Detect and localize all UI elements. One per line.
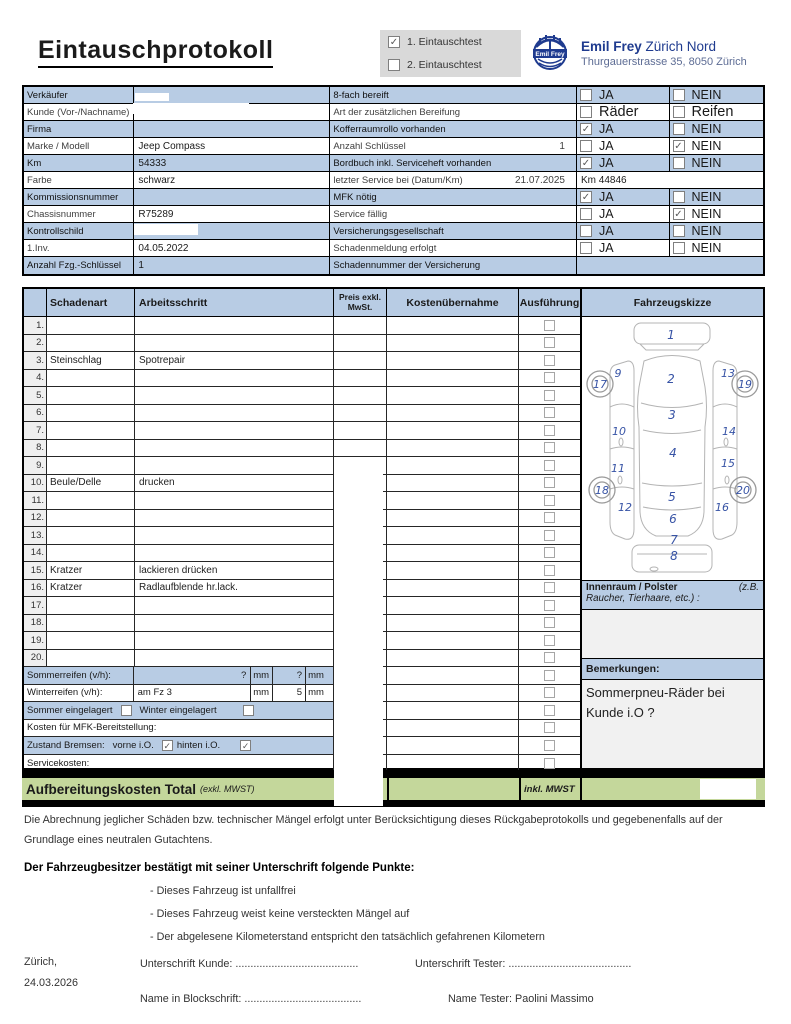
kosten-cell[interactable] (387, 335, 519, 352)
bullet-kilometerstand: - Der abgelesene Kilometerstand entspricht den tatsächlich gefahrenen Kilometern (150, 931, 545, 943)
marke-modell-value[interactable]: Jeep Compass (134, 138, 330, 154)
schadenart-cell[interactable] (47, 317, 135, 334)
ausfuehrung-checkbox[interactable] (544, 722, 555, 733)
arbeitsschritt-cell[interactable] (135, 370, 334, 387)
ausfuehrung-checkbox[interactable] (544, 337, 555, 348)
ausfuehrung-checkbox[interactable] (544, 617, 555, 628)
preis-cell[interactable] (334, 387, 387, 404)
info-row-firma: Firma Kofferraumrollo vorhanden ✓ JA NEIN (24, 121, 763, 138)
field-label: Kunde (Vor-/Nachname) (24, 104, 134, 120)
row-number: 8. (24, 440, 47, 457)
schadenart-cell[interactable] (47, 545, 135, 562)
row-number: 10. (24, 475, 47, 492)
ja-checkbox[interactable] (580, 89, 592, 101)
schadenart-cell[interactable] (47, 492, 135, 509)
kosten-cell[interactable] (387, 667, 519, 684)
field-label: Service fällig (330, 206, 577, 222)
field-label: Kofferraumrollo vorhanden (330, 121, 577, 137)
schadenart-cell[interactable] (47, 632, 135, 649)
arbeitsschritt-cell[interactable] (135, 422, 334, 439)
sommer-eingelagert-checkbox[interactable] (121, 705, 132, 716)
vehicle-sketch (582, 317, 763, 580)
schadennummer-value[interactable] (577, 257, 763, 274)
svg-text:14: 14 (722, 425, 736, 438)
col-kostenuebernahme: Kostenübernahme (387, 289, 519, 316)
kosten-cell[interactable] (387, 440, 519, 457)
row-number: 15. (24, 562, 47, 579)
redaction-box (700, 779, 756, 799)
field-label: Firma (24, 121, 134, 137)
redaction-box (133, 103, 249, 114)
innenraum-header: Innenraum / Polster (z.B. Raucher, Tierhaare, etc.) : (582, 580, 763, 610)
kommissionsnummer-value[interactable] (134, 189, 330, 205)
arbeitsschritt-cell[interactable] (135, 632, 334, 649)
company-name: Emil Frey Zürich Nord (581, 38, 717, 54)
arbeitsschritt-cell[interactable]: Radlaufblende hr.lack. (135, 580, 334, 597)
winterreifen-row: Winterreifen (v/h): am Fz 3 mm 5 mm (24, 685, 580, 703)
redaction-box (134, 224, 198, 235)
servicekosten-row: Servicekosten: (24, 755, 580, 773)
ausfuehrung-checkbox[interactable] (544, 320, 555, 331)
damage-rows (24, 317, 580, 667)
svg-text:10: 10 (612, 425, 626, 438)
table-row (24, 335, 580, 353)
svg-text:8: 8 (670, 549, 678, 563)
test2-checkbox[interactable] (388, 59, 400, 71)
bullet-unfallfrei: - Dieses Fahrzeug ist unfallfrei (150, 885, 296, 897)
schadenart-cell[interactable] (47, 440, 135, 457)
table-row (24, 597, 580, 615)
kosten-cell[interactable] (387, 702, 519, 719)
nein-checkbox[interactable] (673, 242, 685, 254)
ausfuehrung-checkbox[interactable] (544, 477, 555, 488)
signature-kunde-line: Unterschrift Kunde: ......................................... (140, 958, 359, 970)
mfk-kosten-row: Kosten für MFK-Bereitstellung: (24, 720, 580, 738)
col-preis: Preis exkl. MwSt. (334, 289, 387, 316)
col-arbeitsschritt: Arbeitsschritt (135, 289, 334, 316)
winter-eingelagert-checkbox[interactable] (243, 705, 254, 716)
row-number: 4. (24, 370, 47, 387)
table-row (24, 580, 580, 598)
info-row-kunde: Kunde (Vor-/Nachname) Art der zusätzlichen Bereifung Räder Reifen (24, 104, 763, 121)
table-row (24, 440, 580, 458)
arbeitsschritt-cell[interactable] (135, 527, 334, 544)
arbeitsschritt-cell[interactable] (135, 650, 334, 667)
kosten-cell[interactable] (387, 737, 519, 754)
schadenart-cell[interactable]: Steinschlag (47, 352, 135, 369)
winterreifen-h-value[interactable]: 5 (273, 685, 306, 702)
row-number: 7. (24, 422, 47, 439)
ausfuehrung-checkbox[interactable] (544, 390, 555, 401)
car-diagram-icon (582, 317, 765, 580)
right-panel (580, 289, 763, 768)
svg-text:4: 4 (669, 446, 677, 460)
nein-checkbox[interactable] (673, 89, 685, 101)
schadenart-cell[interactable] (47, 422, 135, 439)
ausfuehrung-checkbox[interactable] (544, 740, 555, 751)
nein-checkbox[interactable]: ✓ (674, 209, 683, 220)
company-address: Thurgauerstrasse 35, 8050 Zürich (581, 55, 747, 68)
ausfuehrung-checkbox[interactable] (544, 670, 555, 681)
km-value[interactable]: 54333 (134, 155, 330, 171)
name-blockschrift-line: Name in Blockschrift: ....................................... (140, 993, 362, 1005)
field-label: Anzahl Fzg.-Schlüssel (24, 257, 134, 274)
redaction-box (135, 93, 169, 101)
confirm-title: Der Fahrzeugbesitzer bestätigt mit seiner Unterschrift folgende Punkte: (24, 862, 415, 874)
row-number: 18. (24, 615, 47, 632)
field-label: Farbe (24, 172, 134, 188)
kosten-cell[interactable] (387, 422, 519, 439)
ausfuehrung-checkbox[interactable] (544, 512, 555, 523)
ausfuehrung-checkbox[interactable] (544, 565, 555, 576)
row-number: 16. (24, 580, 47, 597)
nein-checkbox[interactable]: ✓ (674, 141, 683, 152)
svg-text:Emil Frey: Emil Frey (535, 51, 565, 58)
fahrzeugskizze-header: Fahrzeugskizze (582, 289, 763, 317)
row-number: 20. (24, 650, 47, 667)
table-row (24, 510, 580, 528)
row-number: 13. (24, 527, 47, 544)
farbe-value[interactable]: schwarz (134, 172, 330, 188)
arbeitsschritt-cell[interactable] (135, 457, 334, 474)
ausfuehrung-checkbox[interactable] (544, 600, 555, 611)
col-ausfuehrung: Ausführung (519, 296, 580, 309)
redaction-box (334, 468, 383, 806)
table-row (24, 527, 580, 545)
test2-label: 2. Eintauschtest (407, 59, 482, 71)
table-row (24, 387, 580, 405)
info-row-inv: 1.Inv. 04.05.2022 Schadenmeldung erfolgt JA NEIN (24, 240, 763, 257)
sommerreifen-row: Sommerreifen (v/h): ? mm ? mm (24, 667, 580, 685)
field-label: Art der zusätzlichen Bereifung (330, 104, 577, 120)
info-row-kontrollschild: Kontrollschild Versicherungsgesellschaft JA NEIN (24, 223, 763, 240)
preis-cell[interactable] (334, 370, 387, 387)
row-number: 9. (24, 457, 47, 474)
col-schadenart: Schadenart (47, 289, 135, 316)
ausfuehrung-checkbox[interactable] (544, 460, 555, 471)
table-row (24, 615, 580, 633)
kosten-cell[interactable] (387, 720, 519, 737)
table-row (24, 370, 580, 388)
field-label: letzter Service bei (Datum/Km) 21.07.2025 (330, 172, 577, 188)
kosten-cell[interactable] (387, 317, 519, 334)
schadenart-cell[interactable] (47, 457, 135, 474)
preis-cell[interactable] (334, 405, 387, 422)
ausfuehrung-checkbox[interactable] (544, 355, 555, 366)
kosten-cell[interactable] (387, 685, 519, 702)
ausfuehrung-checkbox[interactable] (544, 582, 555, 593)
field-label: 8-fach bereift (330, 87, 577, 103)
kosten-cell[interactable] (387, 545, 519, 562)
preis-cell[interactable] (334, 352, 387, 369)
raeder-checkbox[interactable] (580, 106, 592, 118)
field-label: Chassisnummer (24, 206, 134, 222)
nein-checkbox[interactable] (673, 191, 685, 203)
ausfuehrung-checkbox[interactable] (544, 407, 555, 418)
row-number: 14. (24, 545, 47, 562)
test1-row (388, 36, 513, 48)
table-row (24, 632, 580, 650)
schadenart-cell[interactable]: Kratzer (47, 562, 135, 579)
svg-text:3: 3 (668, 408, 676, 422)
kosten-cell[interactable] (387, 492, 519, 509)
table-row (24, 650, 580, 668)
ausfuehrung-checkbox[interactable] (544, 705, 555, 716)
info-row-kommission: Kommissionsnummer MFK nötig ✓ JA NEIN (24, 189, 763, 206)
ja-checkbox[interactable] (580, 208, 592, 220)
abrechnung-paragraph: Die Abrechnung jeglicher Schäden bzw. technischer Mängel erfolgt unter Berücksichtigung dieses Rückgabeprotokolls und gegebenenfalls auf der Grundlage eines neutralen Gutachtens. (24, 814, 723, 846)
ja-checkbox[interactable] (580, 225, 592, 237)
ausfuehrung-checkbox[interactable] (544, 547, 555, 558)
arbeitsschritt-cell[interactable] (135, 615, 334, 632)
preis-cell[interactable] (334, 440, 387, 457)
schadenart-cell[interactable] (47, 650, 135, 667)
total-kosten-cell[interactable] (387, 778, 519, 800)
field-label: Schadennummer der Versicherung (330, 257, 577, 274)
schadenart-cell[interactable] (47, 370, 135, 387)
row-number: 19. (24, 632, 47, 649)
schadenart-cell[interactable] (47, 335, 135, 352)
bremsen-vorne-checkbox[interactable]: ✓ (163, 740, 172, 751)
ausfuehrung-checkbox[interactable] (544, 372, 555, 383)
preis-cell[interactable] (334, 335, 387, 352)
schadenart-cell[interactable] (47, 510, 135, 527)
table-row (24, 317, 580, 335)
info-row-marke: Marke / Modell Jeep Compass Anzahl Schlüssel 1 JA ✓ NEIN (24, 138, 763, 155)
firma-value[interactable] (134, 121, 330, 137)
ausfuehrung-checkbox[interactable] (544, 442, 555, 453)
kosten-cell[interactable] (387, 562, 519, 579)
table-row (24, 405, 580, 423)
arbeitsschritt-cell[interactable] (135, 510, 334, 527)
damage-table (22, 287, 765, 770)
ausfuehrung-checkbox[interactable] (544, 758, 555, 769)
arbeitsschritt-cell[interactable] (135, 335, 334, 352)
row-number: 11. (24, 492, 47, 509)
svg-text:20: 20 (736, 484, 750, 497)
km-stand-value[interactable]: Km 44846 (581, 174, 627, 186)
arbeitsschritt-cell[interactable] (135, 440, 334, 457)
svg-text:15: 15 (721, 457, 735, 470)
svg-text:1: 1 (667, 328, 675, 342)
signature-tester-line: Unterschrift Tester: ......................................... (415, 958, 632, 970)
preis-cell[interactable] (334, 422, 387, 439)
field-label: Kommissionsnummer (24, 189, 134, 205)
test1-checkbox[interactable]: ✓ (389, 37, 399, 48)
inv-value[interactable]: 04.05.2022 (134, 240, 330, 256)
svg-text:7: 7 (670, 533, 678, 547)
field-label: 1.Inv. (24, 240, 134, 256)
reifen-checkbox[interactable] (673, 106, 685, 118)
field-label: Km (24, 155, 134, 171)
arbeitsschritt-cell[interactable] (135, 405, 334, 422)
schadenart-cell[interactable] (47, 615, 135, 632)
name-tester-line: Name Tester: Paolini Massimo (448, 993, 594, 1005)
table-row (24, 562, 580, 580)
eingelagert-row: Sommer eingelagert Winter eingelagert (24, 702, 580, 720)
inkl-mwst-label: inkl. MWST (519, 778, 580, 800)
arbeitsschritt-cell[interactable] (135, 317, 334, 334)
arbeitsschritt-cell[interactable] (135, 387, 334, 404)
ja-checkbox[interactable] (580, 242, 592, 254)
svg-text:17: 17 (593, 378, 607, 391)
info-row-km: Km 54333 Bordbuch inkl. Serviceheft vorhanden ✓ JA NEIN (24, 155, 763, 172)
info-row-farbe (24, 172, 763, 189)
ja-checkbox[interactable]: ✓ (581, 124, 591, 135)
svg-text:13: 13 (721, 367, 735, 380)
field-label: Schadenmeldung erfolgt (330, 240, 577, 256)
row-number: 5. (24, 387, 47, 404)
svg-text:16: 16 (715, 501, 729, 514)
field-label: MFK nötig (330, 189, 577, 205)
table-row (24, 475, 580, 493)
field-label: Verkäufer (24, 87, 134, 103)
table-row (24, 457, 580, 475)
arbeitsschritt-cell[interactable]: lackieren drücken (135, 562, 334, 579)
ja-checkbox[interactable] (580, 140, 592, 152)
kosten-cell[interactable] (387, 510, 519, 527)
nein-checkbox[interactable] (673, 123, 685, 135)
city-label: Zürich, (24, 956, 57, 968)
date-label: 24.03.2026 (24, 977, 79, 989)
kosten-cell[interactable] (387, 475, 519, 492)
total-label: Aufbereitungskosten Total (exkl. MWST) (26, 781, 255, 797)
kosten-cell[interactable] (387, 632, 519, 649)
anzahl-fzg-schluessel-value[interactable]: 1 (134, 257, 330, 274)
kosten-cell[interactable] (387, 352, 519, 369)
innenraum-input[interactable] (582, 610, 763, 659)
field-label: Anzahl Schlüssel 1 (330, 138, 577, 154)
table-row (24, 352, 580, 370)
svg-text:6: 6 (669, 512, 677, 526)
tyre-rows (24, 667, 580, 772)
ausfuehrung-checkbox[interactable] (544, 652, 555, 663)
schadenart-cell[interactable]: Beule/Delle (47, 475, 135, 492)
field-label: Kontrollschild (24, 223, 134, 239)
svg-text:19: 19 (738, 378, 752, 391)
sommerreifen-h-value[interactable]: ? (273, 667, 306, 684)
kosten-cell[interactable] (387, 457, 519, 474)
row-number: 12. (24, 510, 47, 527)
ja-checkbox[interactable]: ✓ (581, 158, 591, 169)
table-row (24, 545, 580, 563)
winterreifen-v-value[interactable]: am Fz 3 (134, 685, 252, 702)
schadenart-cell[interactable] (47, 597, 135, 614)
kosten-cell[interactable] (387, 387, 519, 404)
schadenart-cell[interactable]: Kratzer (47, 580, 135, 597)
info-row-verkaeufer: Verkäufer 8-fach bereift JA NEIN (24, 87, 763, 104)
separator-bar (22, 770, 765, 778)
ja-checkbox[interactable]: ✓ (581, 192, 591, 203)
company-logo (528, 31, 747, 75)
bremsen-row: Zustand Bremsen: vorne i.O. ✓ hinten i.O. ✓ (24, 737, 580, 755)
eintauschtest-panel (380, 30, 521, 77)
arbeitsschritt-cell[interactable]: Spotrepair (135, 352, 334, 369)
test1-label: 1. Eintauschtest (407, 36, 482, 48)
sommerreifen-v-value[interactable]: ? (134, 667, 252, 684)
field-label: Bordbuch inkl. Serviceheft vorhanden (330, 155, 577, 171)
page-title: Eintauschprotokoll (38, 36, 273, 68)
schadenart-cell[interactable] (47, 405, 135, 422)
row-number: 6. (24, 405, 47, 422)
bemerkungen-header: Bemerkungen: (582, 659, 763, 680)
arbeitsschritt-cell[interactable]: drucken (135, 475, 334, 492)
kosten-cell[interactable] (387, 580, 519, 597)
svg-text:2: 2 (667, 372, 675, 386)
table-row (24, 422, 580, 440)
svg-text:9: 9 (614, 367, 622, 380)
ausfuehrung-checkbox[interactable] (544, 425, 555, 436)
svg-text:12: 12 (618, 501, 632, 514)
bullet-maengel: - Dieses Fahrzeug weist keine versteckten Mängel auf (150, 908, 410, 920)
nein-checkbox[interactable] (673, 225, 685, 237)
ausfuehrung-checkbox[interactable] (544, 530, 555, 541)
info-row-schluessel (24, 257, 763, 274)
row-number: 3. (24, 352, 47, 369)
nein-checkbox[interactable] (673, 157, 685, 169)
test2-row (388, 59, 513, 71)
bremsen-hinten-checkbox[interactable]: ✓ (241, 740, 250, 751)
kosten-cell[interactable] (387, 597, 519, 614)
bemerkungen-text[interactable]: Sommerpneu-Räder bei Kunde i.O ? (582, 680, 763, 768)
separator-bar (22, 800, 765, 807)
schadenart-cell[interactable] (47, 527, 135, 544)
row-number: 17. (24, 597, 47, 614)
field-label: Marke / Modell (24, 138, 134, 154)
ausfuehrung-checkbox[interactable] (544, 687, 555, 698)
info-row-chassis: Chassisnummer R75289 Service fällig JA ✓ NEIN (24, 206, 763, 223)
ausfuehrung-checkbox[interactable] (544, 635, 555, 646)
kosten-cell[interactable] (387, 615, 519, 632)
preis-cell[interactable] (334, 317, 387, 334)
field-label: Versicherungsgesellschaft (330, 223, 577, 239)
svg-text:18: 18 (595, 484, 609, 497)
svg-text:5: 5 (668, 490, 676, 504)
arbeitsschritt-cell[interactable] (135, 597, 334, 614)
schadenart-cell[interactable] (47, 387, 135, 404)
emil-frey-emblem-icon (528, 31, 572, 75)
kosten-cell[interactable] (387, 370, 519, 387)
logo-text (581, 39, 747, 68)
row-number: 1. (24, 317, 47, 334)
row-number: 2. (24, 335, 47, 352)
svg-text:11: 11 (611, 462, 625, 475)
table-row (24, 492, 580, 510)
arbeitsschritt-cell[interactable] (135, 492, 334, 509)
total-row (22, 778, 765, 800)
damage-table-header (24, 289, 580, 317)
ausfuehrung-checkbox[interactable] (544, 495, 555, 506)
kosten-cell[interactable] (387, 650, 519, 667)
arbeitsschritt-cell[interactable] (135, 545, 334, 562)
chassisnummer-value[interactable]: R75289 (134, 206, 330, 222)
kosten-cell[interactable] (387, 405, 519, 422)
kosten-cell[interactable] (387, 527, 519, 544)
